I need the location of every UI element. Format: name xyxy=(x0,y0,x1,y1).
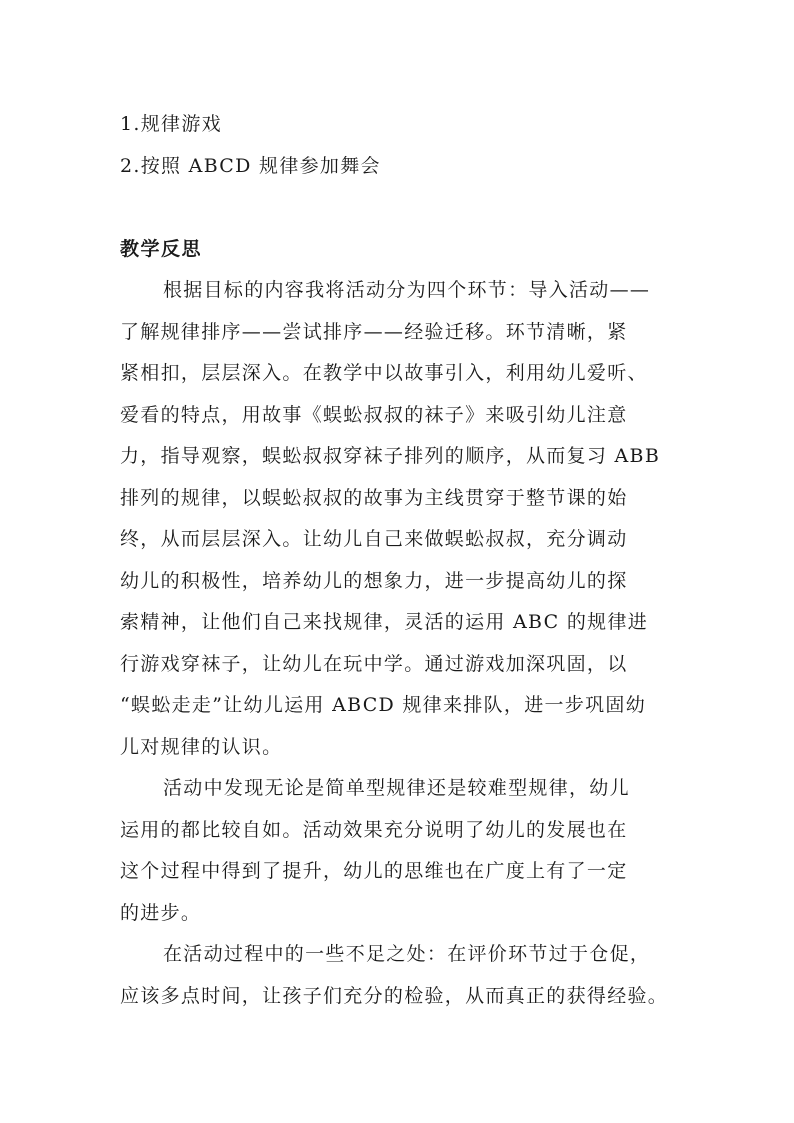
paragraph-3-line-1: 在活动过程中的一些不足之处：在评价环节过于仓促， xyxy=(163,943,651,965)
paragraph-1-line-10: 行游戏穿袜子，让幼儿在玩中学。通过游戏加深巩固，以 xyxy=(120,653,628,675)
paragraph-1-line-3: 紧相扣，层层深入。在教学中以故事引入，利用幼儿爱听、 xyxy=(120,362,648,384)
list-item-2: 2.按照 ABCD 规律参加舞会 xyxy=(120,155,381,177)
paragraph-1-line-1: 根据目标的内容我将活动分为四个环节：导入活动—— xyxy=(163,279,651,301)
paragraph-1-line-9: 索精神，让他们自己来找规律，灵活的运用 ABC 的规律进 xyxy=(120,611,649,633)
paragraph-1-line-7: 终，从而层层深入。让幼儿自己来做蜈蚣叔叔，充分调动 xyxy=(120,528,628,550)
paragraph-1-line-6: 排列的规律，以蜈蚣叔叔的故事为主线贯穿于整节课的始 xyxy=(120,487,628,509)
paragraph-2-line-2: 运用的都比较自如。活动效果充分说明了幼儿的发展也在 xyxy=(120,819,628,841)
paragraph-1-line-12: 儿对规律的认识。 xyxy=(120,736,283,758)
paragraph-2-line-3: 这个过程中得到了提升，幼儿的思维也在广度上有了一定 xyxy=(120,860,628,882)
paragraph-1-line-11: “蜈蚣走走”让幼儿运用 ABCD 规律来排队，进一步巩固幼 xyxy=(120,694,647,716)
paragraph-1-line-2: 了解规律排序——尝试排序——经验迁移。环节清晰，紧 xyxy=(120,321,628,343)
section-heading: 教学反思 xyxy=(120,238,203,260)
list-item-1: 1.规律游戏 xyxy=(120,113,222,135)
paragraph-2-line-1: 活动中发现无论是简单型规律还是较难型规律，幼儿 xyxy=(163,777,630,799)
paragraph-2-line-4: 的进步。 xyxy=(120,902,202,924)
paragraph-1-line-8: 幼儿的积极性，培养幼儿的想象力，进一步提高幼儿的探 xyxy=(120,570,628,592)
paragraph-1-line-5: 力，指导观察，蜈蚣叔叔穿袜子排列的顺序，从而复习 ABB xyxy=(120,445,661,467)
paragraph-1-line-4: 爱看的特点，用故事《蜈蚣叔叔的袜子》来吸引幼儿注意 xyxy=(120,404,628,426)
paragraph-3-line-2: 应该多点时间，让孩子们充分的检验，从而真正的获得经验。 xyxy=(120,985,669,1007)
